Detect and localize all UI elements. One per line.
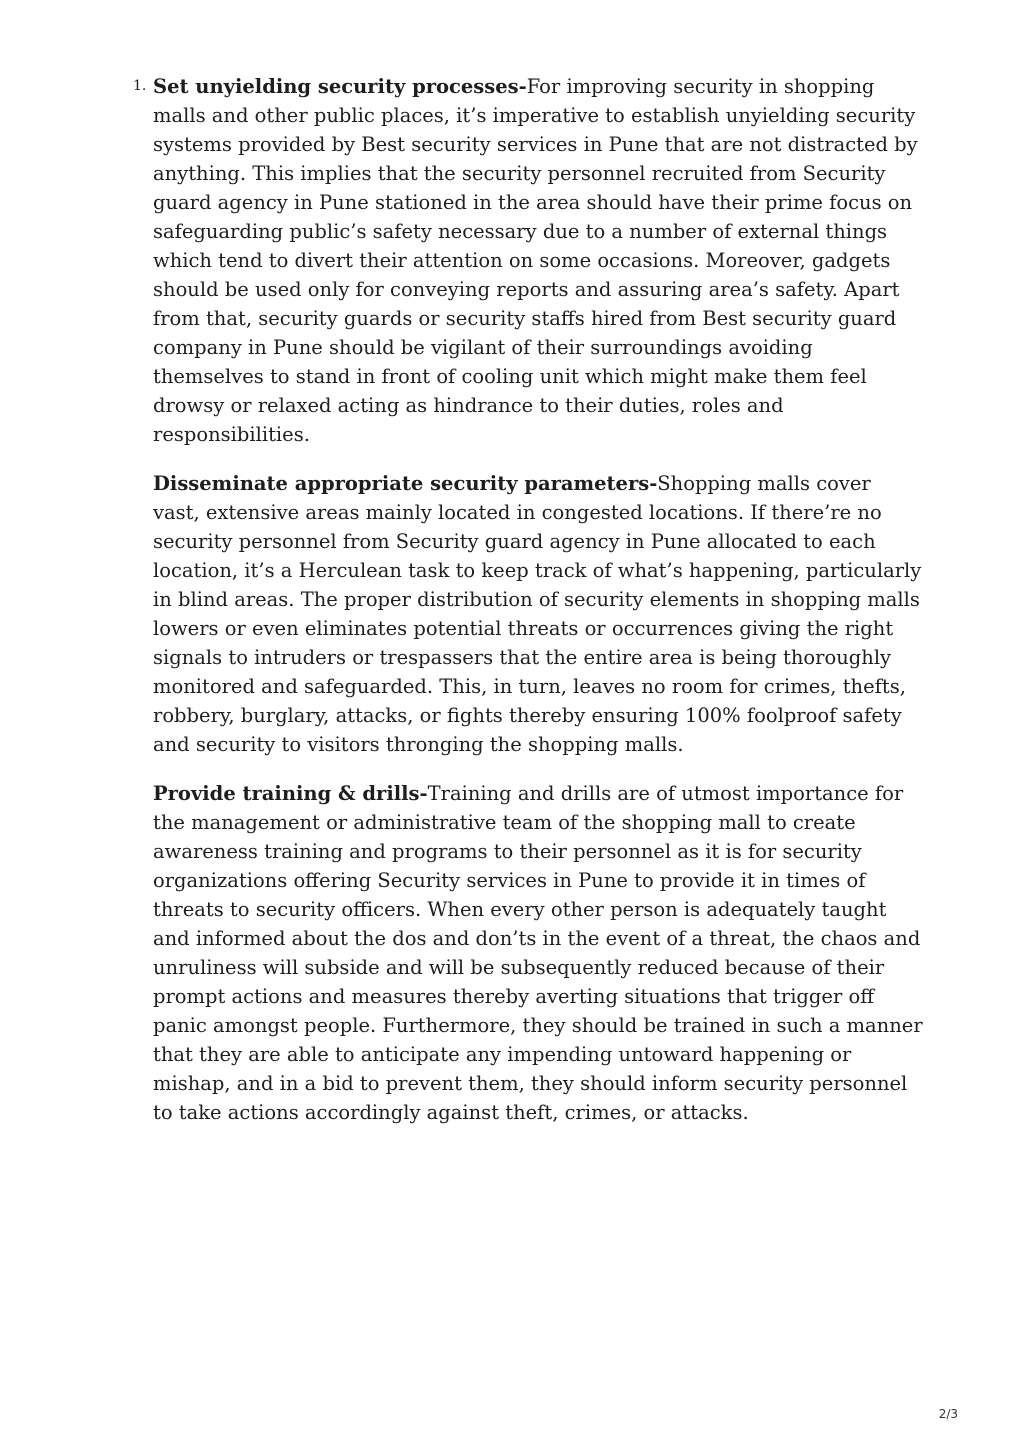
list-marker: 1. [133, 78, 147, 94]
paragraph-heading: Provide training & drills- [153, 782, 428, 805]
document-body [133, 72, 923, 1147]
paragraph-heading: Set unyielding security processes- [153, 75, 527, 98]
paragraph-disseminate-security-parameters [153, 469, 923, 759]
paragraph-provide-training-drills [153, 779, 923, 1127]
paragraph-heading: Disseminate appropriate security parameters- [153, 472, 658, 495]
paragraph-text: Training and drills are of utmost importance for the management or administrative team of the shopping mall to create awareness training and programs to their personnel as it is for security organizations offering Security services in Pune to provide it in times of threats to security officers. When every other person is adequately taught and informed about the dos and don’ts in the event of a threat, the chaos and unruliness will subside and will be subsequently reduced because of their prompt actions and measures thereby averting situations that trigger off panic amongst people. Furthermore, they should be trained in such a manner that they are able to anticipate any impending untoward happening or mishap, and in a bid to prevent them, they should inform security personnel to take actions accordingly against theft, crimes, or attacks. [153, 782, 923, 1124]
paragraph-text: Shopping malls cover vast, extensive areas mainly located in congested locations. If there’re no security personnel from Security guard agency in Pune allocated to each location, it’s a Herculean task to keep track of what’s happening, particularly in blind areas. The proper distribution of security elements in shopping malls lowers or even eliminates potential threats or occurrences giving the right signals to intruders or trespassers that the entire area is being thoroughly monitored and safeguarded. This, in turn, leaves no room for crimes, thefts, robbery, burglary, attacks, or fights thereby ensuring 100% foolproof safety and security to visitors thronging the shopping malls. [153, 472, 922, 756]
paragraph-text: For improving security in shopping malls and other public places, it’s imperative to establish unyielding security systems provided by Best security services in Pune that are not distracted by anything. This implies that the security personnel recruited from Security guard agency in Pune stationed in the area should have their prime focus on safeguarding public’s safety necessary due to a number of external things which tend to divert their attention on some occasions. Moreover, gadgets should be used only for conveying reports and assuring area’s safety. Apart from that, security guards or security staffs hired from Best security guard company in Pune should be vigilant of their surroundings avoiding themselves to stand in front of cooling unit which might make them feel drowsy or relaxed acting as hindrance to their duties, roles and responsibilities. [153, 75, 918, 446]
paragraph-set-unyielding-security-processes [133, 72, 923, 449]
page-number: 2/3 [938, 1407, 958, 1421]
